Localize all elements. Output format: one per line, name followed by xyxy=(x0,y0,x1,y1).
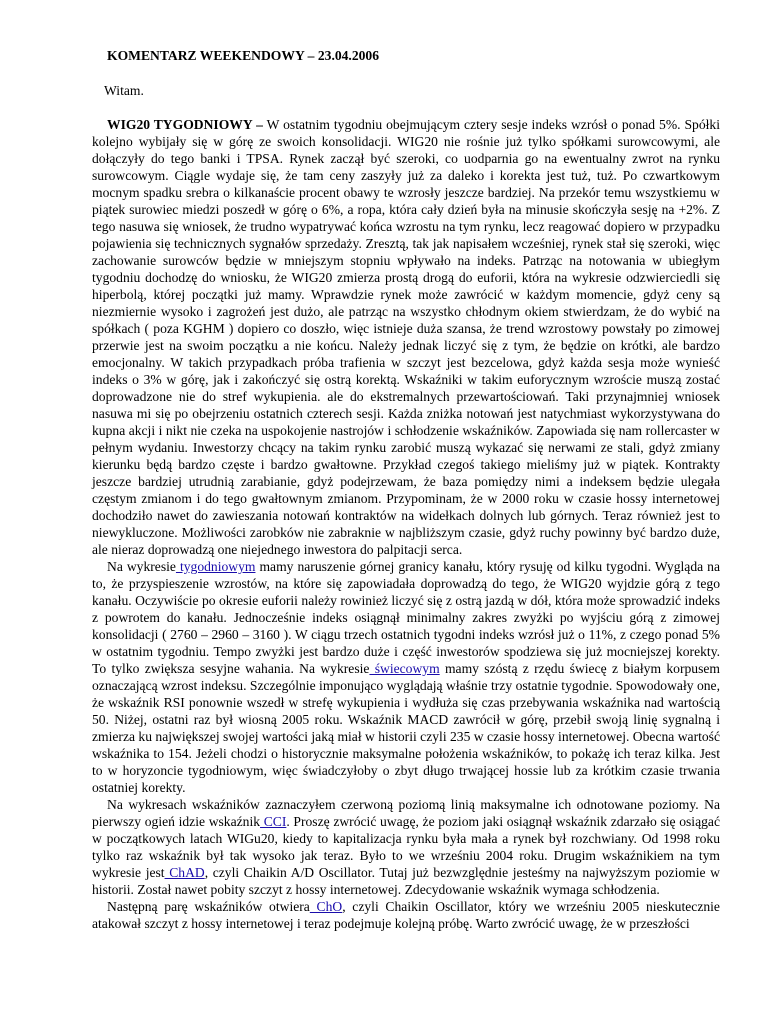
cho-link[interactable]: ChO xyxy=(309,899,343,914)
cci-link[interactable]: CCI xyxy=(260,814,287,829)
paragraph-text: , czyli Chaikin Oscillator, który we wrześniu 2005 nieskutecznie atakował szczyt z hossy internetowej i teraz podejmuje kolejną próbę. Warto zwrócić uwagę, że w przeszłości xyxy=(92,899,720,931)
paragraph-text: Na wykresach wskaźników zaznaczyłem czerwoną poziomą linią maksymalne ich odnotowane poziomy. Na pierwszy ogień idzie wskaźnik xyxy=(92,797,720,829)
paragraph-text: Następną parę wskaźników otwiera xyxy=(107,899,310,914)
paragraph-next-indicators xyxy=(92,898,720,932)
paragraph-text: Na wykresie xyxy=(107,559,176,574)
paragraph-text: . Proszę zwrócić uwagę, że poziom jaki osiągnął wskaźnik zdarzało się osiągać w początkowych latach WIGu20, kiedy to kapitalizacja rynku była mała a rynek był rozchwiany. Od 1998 roku tylko raz wskaźnik był tak wysoko jak teraz. Było to we wrześniu 2004 roku. Drugim wskaźnikiem na tym wykresie jest xyxy=(92,814,720,880)
paragraph-text: mamy naruszenie górnej granicy kanału, który rysuję od kilku tygodni. Wygląda na to, że przyspieszenie wzrostów, na które się zapowiadała doprowadzą do tego, że WIG20 wyjdzie górą z tego kanału. Oczywiście po okresie euforii należy rowinież liczyć się z ostrą jazdą w dół, która może sprowadzić indeks z powrotem do kanału. Jednocześnie indeks osiągnął minimalny zakres zwyżki po wyjściu górą z zimowej konsolidacji ( 2760 – 2960 – 3160 ). W ciągu trzech ostatnich tygodni indeks wzrósł już o 11%, z czego ponad 5% w ostatnim tygodniu. Tempo zwyżki jest bardzo duże i część inwestorów spodziewa się już mocniejszej korekty. To tylko zwiększa sesyjne wahania. Na wykresie xyxy=(92,559,720,676)
candlestick-chart-link[interactable]: świecowym xyxy=(369,661,440,676)
document-body xyxy=(92,116,720,932)
greeting: Witam. xyxy=(104,83,144,98)
paragraph-wig20-weekly xyxy=(92,116,720,558)
paragraph-weekly-chart xyxy=(92,558,720,796)
paragraph-indicators xyxy=(92,796,720,898)
document-title: KOMENTARZ WEEKENDOWY – 23.04.2006 xyxy=(107,48,380,63)
paragraph-text: mamy szóstą z rzędu świecę z białym korpusem oznaczającą wzrost indeksu. Szczególnie imponująco wyglądają właśnie trzy ostatnie tygodnie. Spowodowały one, że wskaźnik RSI ponownie wszedł w strefę wykupienia i wydłuża się czas przebywania wskaźnika nad wartością 50. Niżej, ostatni raz był wiosną 2005 roku. Wskaźnik MACD zawrócił w górę, przebił swoją linię sygnalną i zmierza ku największej swojej wartości jaką miał w historii czyli 235 w czasie hossy internetowej. Obecna wartość wskaźnika to 154. Jeżeli chodzi o historycznie maksymalne położenia wskaźników, to pokażę ich teraz kilka. Jest to w horyzoncie tygodniowym, więc świadczyłoby o zbyt długo trwającej hossie lub za krótkim czasie trwania ostatniej korekty. xyxy=(92,661,720,795)
paragraph-text: W ostatnim tygodniu obejmującym cztery sesje indeks wzrósł o ponad 5%. Spółki kolejno wybijały się w górę ze swoich konsolidacji. WIG20 nie rośnie już tylko spółkami surowcowymi, ale dołączyły do tego banki i TPSA. Rynek zaczął być szeroki, co uodparnia go na ewentualny zwrot na rynku surowcowym. Ciągle wydaje się, że tam ceny zaszyły już za daleko i korekta jest tuż, tuż. Po czwartkowym mocnym spadku srebra o kilkanaście procent obawy te wzrosły jeszcze bardziej. Na przekór temu wszystkiemu w piątek surowiec miedzi poszedł w górę o 6%, a ropa, która cały dzień była na minusie skończyła sesję na +2%. Z tego nasuwa się wniosek, że trudno wypatrywać końca wzrostu na tym rynku, lecz reagować dopiero w przypadku pojawienia się technicznych sygnałów sprzedaży. Zresztą, tak jak napisałem wcześniej, rynek stał się szeroki, więc zachowanie surowców będzie w mniejszym stopniu wpływało na indeks. Patrząc na notowania w ubiegłym tygodniu dochodzę do wniosku, że WIG20 zmierza prostą drogą do euforii, która na wykresie odzwierciedli się hiperbolą, której początki już mamy. Wprawdzie rynek może zawrócić w każdym momencie, gdyż ceny są niezmiernie wysoko i zagrożeń jest dużo, ale patrząc na wszystko chłodnym okiem stwierdzam, że do wybić na spółkach ( poza KGHM ) dopiero co doszło, więc istnieje duża szansa, że trend wzrostowy powstały po zimowej przerwie jest na swoim początku a nie końcu. Należy jednak liczyć się z tym, że będzie on krótki, ale bardzo emocjonalny. W takich przypadkach próba trafienia w szczyt jest bezcelowa, gdyż każda sesja może wynieść indeks o 3% w górę, jak i zakończyć się ostrą korektą. Wskaźniki w takim euforycznym wzroście muszą zostać doprowadzone nie do stref wykupienia. ale do ekstremalnych przewartościowań. Taki przynajmniej wniosek nasuwa mi się po obejrzeniu ostatnich czterech sesji. Każda zniżka notowań jest natychmiast wykorzystywana do kupna akcji i nikt nie czeka na uspokojenie nastrojów i schłodzenie wskaźników. Zapowiada się nam rollercaster w pełnym wydaniu. Inwestorzy chcący na takim rynku zarobić muszą wykazać się nerwami ze stali, gdyż zmiany kierunku będą bardzo częste i bardzo gwałtowne. Przykład czegoś takiego mieliśmy już w piątek. Kontrakty jeszcze bardziej utrudnią zarabianie, gdyż podejrzewam, że baza pomiędzy nimi a indeksem będzie ulegała częstym zmianom i do tego gwałtownym zmianom. Przypominam, że w 2000 roku w czasie hossy internetowej dochodziło nawet do zawieszania notowań kontraktów na widełkach dolnych lub górnych. Teraz również jest to niewykluczone. Możliwości zarobków nie zabraknie w najbliższym czasie, gdyż ruchy powinny być bardzo duże, ale nieraz doprowadzą one niejednego inwestora do palpitacji serca. xyxy=(92,117,720,557)
chad-link[interactable]: ChAD xyxy=(164,865,205,880)
paragraph-lead: WIG20 TYGODNIOWY – xyxy=(107,117,263,132)
paragraph-text: , czyli Chaikin A/D Oscillator. Tutaj już bezwzględnie jesteśmy na najwyższym poziomie w historii. Został nawet pobity szczyt z hossy internetowej. Zdecydowanie wskaźnik wymaga schłodzenia. xyxy=(92,865,720,897)
weekly-chart-link[interactable]: tygodniowym xyxy=(175,559,256,574)
